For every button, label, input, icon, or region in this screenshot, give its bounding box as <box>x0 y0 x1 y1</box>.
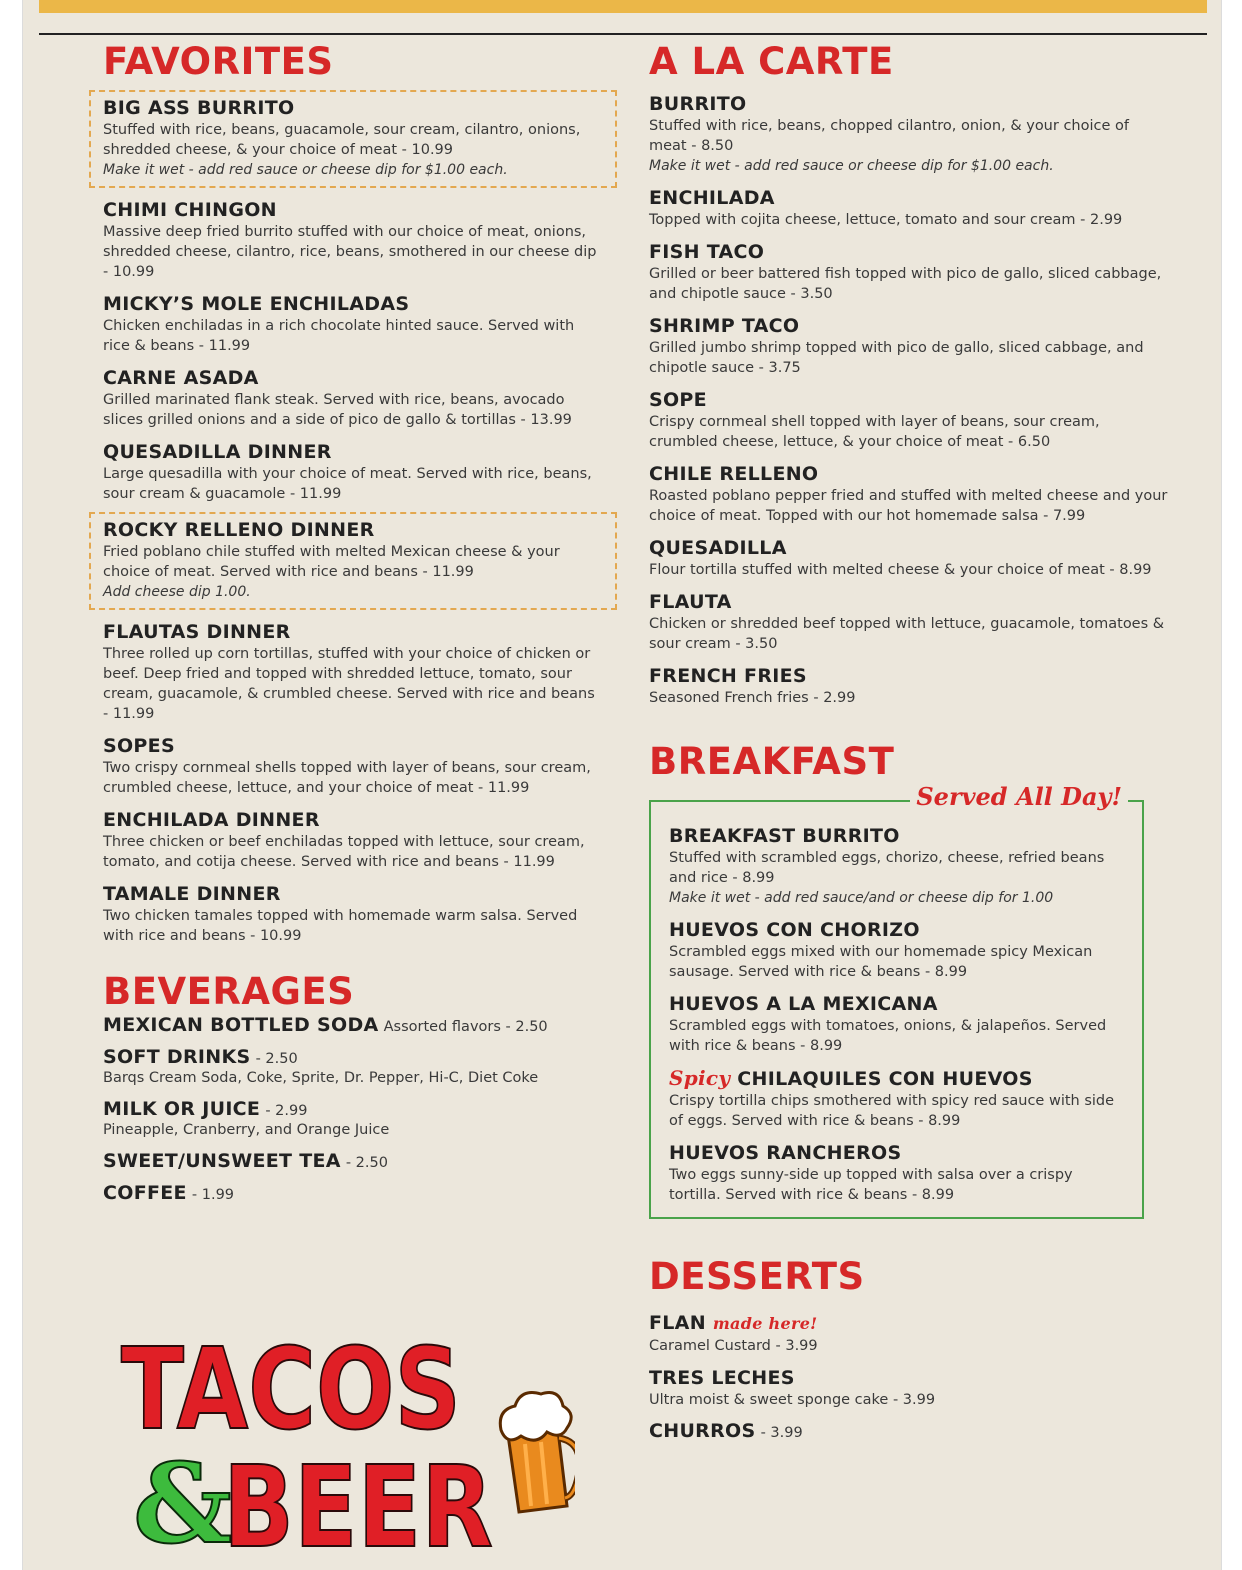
item-desc: Large quesadilla with your choice of meat. Served with rice, beans, sour cream & guacamole - 11.99 <box>103 466 592 502</box>
item-name: TAMALE DINNER <box>103 883 281 905</box>
item-desc: Barqs Cream Soda, Coke, Sprite, Dr. Pepper, Hi-C, Diet Coke <box>103 1070 539 1086</box>
menu-item <box>669 1066 1124 1131</box>
a-la-carte-title: A LA CARTE <box>649 40 894 83</box>
item-desc: Roasted poblano pepper fried and stuffed with melted cheese and your choice of meat. Topped with our hot homemade salsa - 7.99 <box>649 488 1168 524</box>
item-desc: Two crispy cornmeal shells topped with layer of beans, sour cream, crumbled cheese, lettuce, and your choice of meat - 11.99 <box>103 760 591 796</box>
desserts-title: DESSERTS <box>649 1255 865 1298</box>
menu-item <box>649 186 1169 230</box>
menu-item <box>103 198 603 282</box>
menu-item <box>103 734 603 798</box>
item-name: BREAKFAST BURRITO <box>669 825 900 847</box>
item-desc: Crispy cornmeal shell topped with layer of beans, sour cream, crumbled cheese, lettuce, & your choice of meat - 6.50 <box>649 414 1100 450</box>
item-name: SWEET/UNSWEET TEA <box>103 1150 341 1172</box>
item-desc: Scrambled eggs mixed with our homemade spicy Mexican sausage. Served with rice & beans - 8.99 <box>669 944 1093 980</box>
item-name: CHURROS <box>649 1420 756 1442</box>
menu-item <box>103 620 603 724</box>
menu-item <box>103 440 603 504</box>
beverage-item <box>103 1014 603 1036</box>
item-desc: Two eggs sunny-side up topped with salsa over a crispy tortilla. Served with rice & beans - 8.99 <box>669 1167 1073 1203</box>
item-name: FLAN <box>649 1312 706 1334</box>
item-name: COFFEE <box>103 1182 187 1204</box>
item-desc: Ultra moist & sweet sponge cake - 3.99 <box>649 1392 936 1408</box>
menu-item <box>89 512 617 610</box>
item-inline: Assorted flavors - 2.50 <box>383 1019 548 1035</box>
item-name: SOFT DRINKS <box>103 1046 251 1068</box>
item-desc: Massive deep fried burrito stuffed with our choice of meat, onions, shredded cheese, cilantro, rice, beans, smothered in our cheese dip - 10.99 <box>103 224 597 280</box>
menu-item <box>649 1311 1169 1356</box>
menu-page <box>22 0 1222 1570</box>
breakfast-box <box>649 782 1144 1219</box>
item-name: BIG ASS BURRITO <box>103 97 295 119</box>
item-name: QUESADILLA DINNER <box>103 441 332 463</box>
menu-item <box>649 314 1169 378</box>
top-rule <box>39 33 1207 35</box>
beverage-item <box>103 1182 603 1204</box>
menu-item <box>649 1420 1169 1442</box>
item-name: FISH TACO <box>649 241 765 263</box>
item-name: CHILE RELLENO <box>649 463 819 485</box>
beverages-title: BEVERAGES <box>103 970 355 1013</box>
beer-mug-icon <box>500 1393 575 1513</box>
item-desc: Grilled or beer battered fish topped with pico de gallo, sliced cabbage, and chipotle sauce - 3.50 <box>649 266 1162 302</box>
left-column <box>103 40 603 1204</box>
breakfast-title: BREAKFAST <box>649 740 895 783</box>
menu-item <box>649 536 1169 580</box>
item-desc: Caramel Custard - 3.99 <box>649 1338 818 1354</box>
item-name: HUEVOS A LA MEXICANA <box>669 993 938 1015</box>
item-name: BURRITO <box>649 93 747 115</box>
item-desc: Two chicken tamales topped with homemade warm salsa. Served with rice and beans - 10.99 <box>103 908 578 944</box>
menu-item <box>649 240 1169 304</box>
item-name: FLAUTA <box>649 591 732 613</box>
item-name-row <box>669 1066 1124 1091</box>
item-name: CHIMI CHINGON <box>103 199 277 221</box>
menu-item <box>669 1141 1124 1205</box>
item-inline: - 1.99 <box>191 1187 235 1203</box>
item-name: MICKY’S MOLE ENCHILADAS <box>103 293 410 315</box>
item-note: Make it wet - add red sauce or cheese dip for $1.00 each. <box>103 162 508 178</box>
item-name: CHILAQUILES CON HUEVOS <box>737 1068 1033 1090</box>
item-desc: Crispy tortilla chips smothered with spicy red sauce with side of eggs. Served with rice & beans - 8.99 <box>669 1093 1115 1129</box>
item-name: MILK OR JUICE <box>103 1098 261 1120</box>
menu-item <box>649 1366 1169 1410</box>
item-desc: Pineapple, Cranberry, and Orange Juice <box>103 1122 390 1138</box>
item-desc: Fried poblano chile stuffed with melted Mexican cheese & your choice of meat. Served with rice and beans - 11.99 <box>103 544 560 580</box>
item-name-row <box>649 1311 1169 1336</box>
item-desc: Stuffed with rice, beans, guacamole, sour cream, cilantro, onions, shredded cheese, & your choice of meat - 10.99 <box>103 122 581 158</box>
item-name: HUEVOS CON CHORIZO <box>669 919 920 941</box>
logo-beer: BEER <box>223 1443 493 1560</box>
item-note: Make it wet - add red sauce/and or cheese dip for 1.00 <box>669 890 1054 906</box>
item-name: FRENCH FRIES <box>649 665 807 687</box>
item-name: TRES LECHES <box>649 1367 795 1389</box>
favorites-title: FAVORITES <box>103 40 334 83</box>
beverage-item <box>103 1046 603 1088</box>
item-desc: Seasoned French fries - 2.99 <box>649 690 856 706</box>
right-column <box>649 40 1169 1442</box>
item-desc: Topped with cojita cheese, lettuce, tomato and sour cream - 2.99 <box>649 212 1123 228</box>
menu-item <box>649 664 1169 708</box>
item-name: FLAUTAS DINNER <box>103 621 291 643</box>
beverage-item <box>103 1150 603 1172</box>
served-all-day-label: Served All Day! <box>910 782 1128 811</box>
menu-item <box>649 92 1169 176</box>
item-desc: Chicken or shredded beef topped with lettuce, guacamole, tomatoes & sour cream - 3.50 <box>649 616 1165 652</box>
logo-tacos: TACOS <box>121 1325 461 1455</box>
spicy-label: Spicy <box>669 1066 731 1090</box>
item-name: SOPE <box>649 389 707 411</box>
item-inline: - 2.50 <box>255 1051 298 1067</box>
item-name: ROCKY RELLENO DINNER <box>103 519 375 541</box>
item-desc: Stuffed with rice, beans, chopped cilantro, onion, & your choice of meat - 8.50 <box>649 118 1129 154</box>
menu-item <box>103 882 603 946</box>
item-name: ENCHILADA DINNER <box>103 809 320 831</box>
beverage-item <box>103 1098 603 1140</box>
item-desc: Chicken enchiladas in a rich chocolate hinted sauce. Served with rice & beans - 11.99 <box>103 318 575 354</box>
top-color-bar <box>39 0 1207 13</box>
item-inline: - 2.50 <box>345 1155 388 1171</box>
menu-item <box>103 366 603 430</box>
logo-ampersand: & <box>133 1439 233 1560</box>
item-name: QUESADILLA <box>649 537 787 559</box>
item-name: MEXICAN BOTTLED SODA <box>103 1014 379 1036</box>
item-note: Make it wet - add red sauce or cheese dip for $1.00 each. <box>649 158 1054 174</box>
item-desc: Grilled marinated flank steak. Served with rice, beans, avocado slices grilled onions and a side of pico de gallo & tortillas - 13.99 <box>103 392 572 428</box>
item-name: CARNE ASADA <box>103 367 259 389</box>
item-name: SOPES <box>103 735 175 757</box>
item-desc: Three rolled up corn tortillas, stuffed with your choice of chicken or beef. Deep fried and topped with shredded lettuce, tomato, sour cream, guacamole, & crumbled cheese. Served with rice and beans - 11.99 <box>103 646 595 722</box>
item-desc: Flour tortilla stuffed with melted cheese & your choice of meat - 8.99 <box>649 562 1152 578</box>
made-here-label: made here! <box>712 1314 818 1333</box>
item-inline: - 2.99 <box>265 1103 308 1119</box>
menu-item <box>103 808 603 872</box>
item-desc: Three chicken or beef enchiladas topped with lettuce, sour cream, tomato, and cotija cheese. Served with rice and beans - 11.99 <box>103 834 585 870</box>
menu-item <box>669 992 1124 1056</box>
menu-item <box>649 590 1169 654</box>
menu-item <box>669 824 1124 908</box>
item-desc: Grilled jumbo shrimp topped with pico de gallo, sliced cabbage, and chipotle sauce - 3.75 <box>649 340 1144 376</box>
menu-item <box>89 90 617 188</box>
item-name: HUEVOS RANCHEROS <box>669 1142 902 1164</box>
menu-item <box>103 292 603 356</box>
item-inline: - 3.99 <box>760 1425 803 1441</box>
item-desc: Scrambled eggs with tomatoes, onions, & jalapeños. Served with rice & beans - 8.99 <box>669 1018 1107 1054</box>
item-note: Add cheese dip 1.00. <box>103 584 251 600</box>
tacos-and-beer-logo <box>115 1320 575 1560</box>
menu-item <box>669 918 1124 982</box>
menu-item <box>649 462 1169 526</box>
item-name: ENCHILADA <box>649 187 775 209</box>
item-name: SHRIMP TACO <box>649 315 800 337</box>
item-desc: Stuffed with scrambled eggs, chorizo, cheese, refried beans and rice - 8.99 <box>669 850 1105 886</box>
menu-item <box>649 388 1169 452</box>
